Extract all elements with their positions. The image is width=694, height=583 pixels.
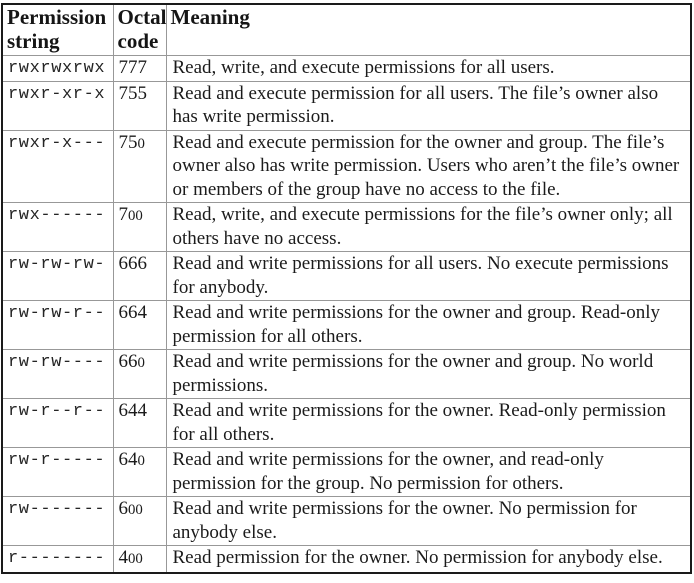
table-row [2,448,691,497]
meaning-cell: Read and write permissions for the owner and group. No world permissions. [166,350,691,399]
meaning-cell: Read and write permissions for the owner. No permission for anybody else. [166,497,691,546]
table-row [2,203,691,252]
column-header-octal-code: Octal code [113,4,166,56]
octal-code-cell: 700 [113,203,166,252]
octal-code-cell: 640 [113,448,166,497]
octal-code-cell: 400 [113,546,166,573]
table-row [2,81,691,130]
meaning-cell: Read, write, and execute permissions for all users. [166,56,691,82]
table-row [2,301,691,350]
meaning-cell: Read and write permissions for the owner and group. Read-only permission for all others. [166,301,691,350]
meaning-cell: Read and write permissions for the owner, and read-only permission for the group. No permission for others. [166,448,691,497]
permission-string-cell: rw------- [2,497,113,546]
meaning-cell: Read and write permissions for all users. No execute permissions for anybody. [166,252,691,301]
meaning-cell: Read, write, and execute permissions for the file’s owner only; all others have no access. [166,203,691,252]
octal-code-cell: 755 [113,81,166,130]
column-header-permission-string: Permission string [2,4,113,56]
permission-string-cell: rw-r--r-- [2,399,113,448]
table-row [2,399,691,448]
octal-code-cell: 666 [113,252,166,301]
octal-code-cell: 644 [113,399,166,448]
permission-string-cell: rw-r----- [2,448,113,497]
permission-string-cell: rwx------ [2,203,113,252]
meaning-cell: Read permission for the owner. No permission for anybody else. [166,546,691,573]
octal-code-cell: 750 [113,130,166,203]
permission-string-cell: rwxrwxrwx [2,56,113,82]
permission-string-cell: rw-rw-r-- [2,301,113,350]
octal-code-cell: 600 [113,497,166,546]
table-row [2,130,691,203]
octal-code-cell: 664 [113,301,166,350]
table-row [2,497,691,546]
octal-code-cell: 777 [113,56,166,82]
table-row [2,350,691,399]
permission-string-cell: rwxr-xr-x [2,81,113,130]
meaning-cell: Read and execute permission for the owner and group. The file’s owner also has write permission. Users who aren’t the file’s owner or members of the group have no access to the file. [166,130,691,203]
table-row [2,56,691,82]
header-row [2,4,691,56]
meaning-cell: Read and write permissions for the owner. Read-only permission for all others. [166,399,691,448]
table-row [2,546,691,573]
permissions-table [1,3,692,574]
octal-code-cell: 660 [113,350,166,399]
meaning-cell: Read and execute permission for all users. The file’s owner also has write permission. [166,81,691,130]
permission-string-cell: rwxr-x--- [2,130,113,203]
column-header-meaning: Meaning [166,4,691,56]
table-row [2,252,691,301]
permission-string-cell: rw-rw---- [2,350,113,399]
permission-string-cell: r-------- [2,546,113,573]
table-header [2,4,691,56]
permission-string-cell: rw-rw-rw- [2,252,113,301]
table-body [2,56,691,573]
